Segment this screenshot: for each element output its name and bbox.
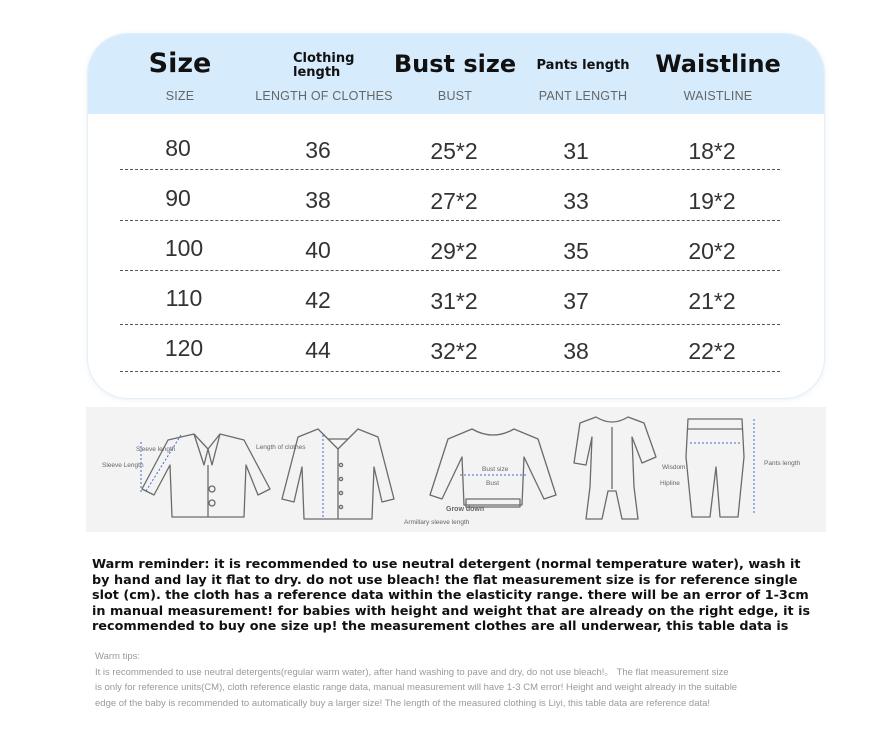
header-clothing-length-sub: LENGTH OF CLOTHES bbox=[255, 89, 393, 103]
header-waistline-sub: WAISTLINE bbox=[683, 89, 753, 103]
pants-wisdom-label: Wisdom bbox=[662, 464, 686, 471]
table-cell: 36 bbox=[305, 137, 331, 163]
size-table bbox=[88, 34, 824, 398]
shirt-length-label: Length of clothes bbox=[256, 444, 306, 451]
sweater-bust-label: Bust bbox=[486, 480, 500, 487]
row-divider bbox=[120, 371, 780, 372]
warm-tips bbox=[95, 649, 795, 711]
pants-length-label: Pants length bbox=[764, 460, 801, 467]
warm-tips-line: edge of the baby is recommended to automatically buy a larger size! The length of the measured clothing is Liyi, this table data are reference data! bbox=[95, 697, 711, 709]
table-cell: 25*2 bbox=[430, 138, 478, 164]
sweater-grow-down-label: Grow down bbox=[446, 506, 485, 513]
table-cell: 37 bbox=[563, 288, 589, 314]
header-waistline-title: Waistline bbox=[655, 50, 781, 78]
table-cell: 21*2 bbox=[688, 288, 736, 314]
header-bust-title: Bust size bbox=[393, 50, 517, 78]
jacket-sleeve-label-left: Sleeve Length bbox=[102, 462, 144, 469]
warm-tips-line: is only for reference units(CM), cloth reference elastic range data, manual measurement will have 1-3 CM error! Height and weight already in the suitable bbox=[95, 682, 738, 693]
warm-tips-title: Warm tips: bbox=[95, 651, 141, 662]
header-pants-length-sub: PANT LENGTH bbox=[538, 89, 628, 103]
table-cell: 38 bbox=[305, 187, 331, 213]
table-cell: 100 bbox=[164, 235, 204, 261]
romper-illustration bbox=[574, 417, 656, 519]
jacket-sleeve-label-top: Sleeve length bbox=[136, 446, 176, 453]
pants-illustration bbox=[686, 419, 744, 517]
header-size-sub: SIZE bbox=[165, 89, 195, 103]
header-pants-length-title: Pants length bbox=[536, 58, 630, 73]
shirt-illustration bbox=[282, 429, 394, 519]
sweater-armillary-label: Armillary sleeve length bbox=[404, 519, 470, 526]
table-cell: 90 bbox=[165, 185, 191, 211]
table-cell: 32*2 bbox=[430, 338, 478, 364]
table-cell: 35 bbox=[563, 238, 589, 264]
table-cell: 80 bbox=[165, 135, 191, 161]
warm-tips-line: It is recommended to use neutral detergents(regular warm water), after hand washing to pave and dry, do not use bleach!。 The flat measurement size bbox=[95, 666, 729, 678]
table-cell: 120 bbox=[164, 335, 204, 361]
table-cell: 29*2 bbox=[430, 238, 478, 264]
table-cell: 38 bbox=[563, 338, 589, 364]
table-cell: 31*2 bbox=[430, 288, 478, 314]
table-cell: 33 bbox=[563, 188, 589, 214]
table-cell: 31 bbox=[563, 138, 589, 164]
table-cell: 18*2 bbox=[688, 138, 736, 164]
measurement-diagrams bbox=[86, 407, 826, 532]
row-divider bbox=[120, 324, 780, 325]
row-divider bbox=[120, 220, 780, 221]
row-divider bbox=[120, 169, 780, 170]
header-size-title: Size bbox=[148, 48, 212, 79]
table-cell: 40 bbox=[305, 237, 331, 263]
header-bust-sub: BUST bbox=[437, 89, 473, 103]
row-divider bbox=[120, 270, 780, 271]
table-cell: 42 bbox=[305, 287, 331, 313]
table-cell: 27*2 bbox=[430, 188, 478, 214]
table-cell: 22*2 bbox=[688, 338, 736, 364]
garment-illustrations bbox=[86, 407, 826, 532]
table-cell: 19*2 bbox=[688, 188, 736, 214]
table-cell: 44 bbox=[305, 337, 331, 363]
warm-reminder: Warm reminder: it is recommended to use neutral detergent (normal temperature water), wash it by hand and lay it flat to dry. do not use bleach! the flat measurement size is for reference single slot (cm). the cloth has a reference data within the elasticity range. there will be an error of 1-3cm in manual measurement! for babies with height and weight that are already on the right edge, it is recommended to buy one size up! the measurement clothes are all underwear, this table data is bbox=[92, 557, 811, 634]
header-clothing-length-title: Clothing length bbox=[293, 51, 355, 80]
table-cell: 110 bbox=[165, 285, 203, 311]
sweater-bust-size-label: Bust size bbox=[482, 466, 509, 473]
pants-hipline-label: Hipline bbox=[660, 480, 680, 487]
table-cell: 20*2 bbox=[688, 238, 736, 264]
